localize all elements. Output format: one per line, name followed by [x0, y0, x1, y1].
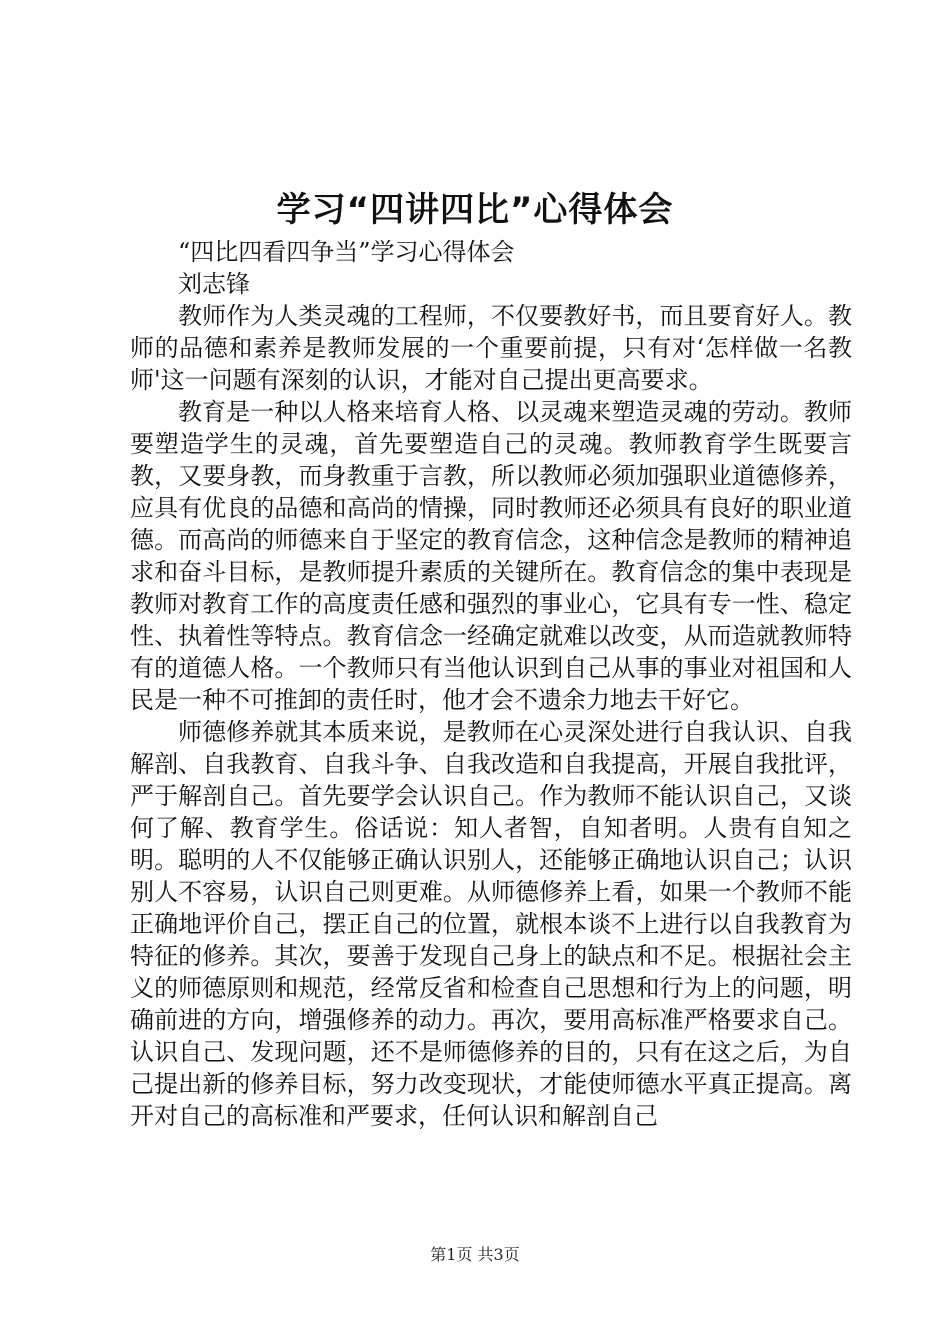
document-title: 学习“四讲四比”心得体会	[276, 190, 674, 230]
author-paragraph: 刘志锋	[178, 270, 250, 298]
body-paragraph: 教师作为人类灵魂的工程师，不仅要教好书，而且要育好人。教师的品德和素养是教师发展的一个重要前提，只有对‘怎样做一名教师'这一问题有深刻的认识，才能对自己提出更高要求。	[130, 302, 852, 394]
body-paragraph: 教育是一种以人格来培育人格、以灵魂来塑造灵魂的劳动。教师要塑造学生的灵魂，首先要塑造自己的灵魂。教师教育学生既要言教，又要身教，而身教重于言教，所以教师必须加强职业道德修养，应具有优良的品德和高尚的情操，同时教师还必须具有良好的职业道德。而高尚的师德来自于坚定的教育信念，这种信念是教师的精神追求和奋斗目标，是教师提升素质的关键所在。教育信念的集中表现是教师对教育工作的高度责任感和强烈的事业心，它具有专一性、稳定性、执着性等特点。教育信念一经确定就难以改变，从而造就教师特有的道德人格。一个教师只有当他认识到自己从事的事业对祖国和人民是一种不可推卸的责任时，他才会不遗余力地去干好它。	[130, 398, 852, 714]
subtitle-paragraph: “四比四看四争当”学习心得体会	[178, 238, 515, 266]
body-paragraph: 师德修养就其本质来说，是教师在心灵深处进行自我认识、自我解剖、自我教育、自我斗争、自我改造和自我提高，开展自我批评，严于解剖自己。首先要学会认识自己。作为教师不能认识自己，又谈何了解、教育学生。俗话说：知人者智，自知者明。人贵有自知之明。聪明的人不仅能够正确认识别人，还能够正确地认识自己；认识别人不容易，认识自己则更难。从师德修养上看，如果一个教师不能正确地评价自己，摆正自己的位置，就根本谈不上进行以自我教育为特征的修养。其次，要善于发现自己身上的缺点和不足。根据社会主义的师德原则和规范，经常反省和检查自己思想和行为上的问题，明确前进的方向，增强修养的动力。再次，要用高标准严格要求自己。认识自己、发现问题，还不是师德修养的目的，只有在这之后，为自己提出新的修养目标，努力改变现状，才能使师德水平真正提高。离开对自己的高标准和严要求，任何认识和解剖自己	[130, 718, 852, 1130]
page-footer: 第1页 共3页	[430, 1245, 520, 1264]
document-body	[130, 236, 852, 1132]
